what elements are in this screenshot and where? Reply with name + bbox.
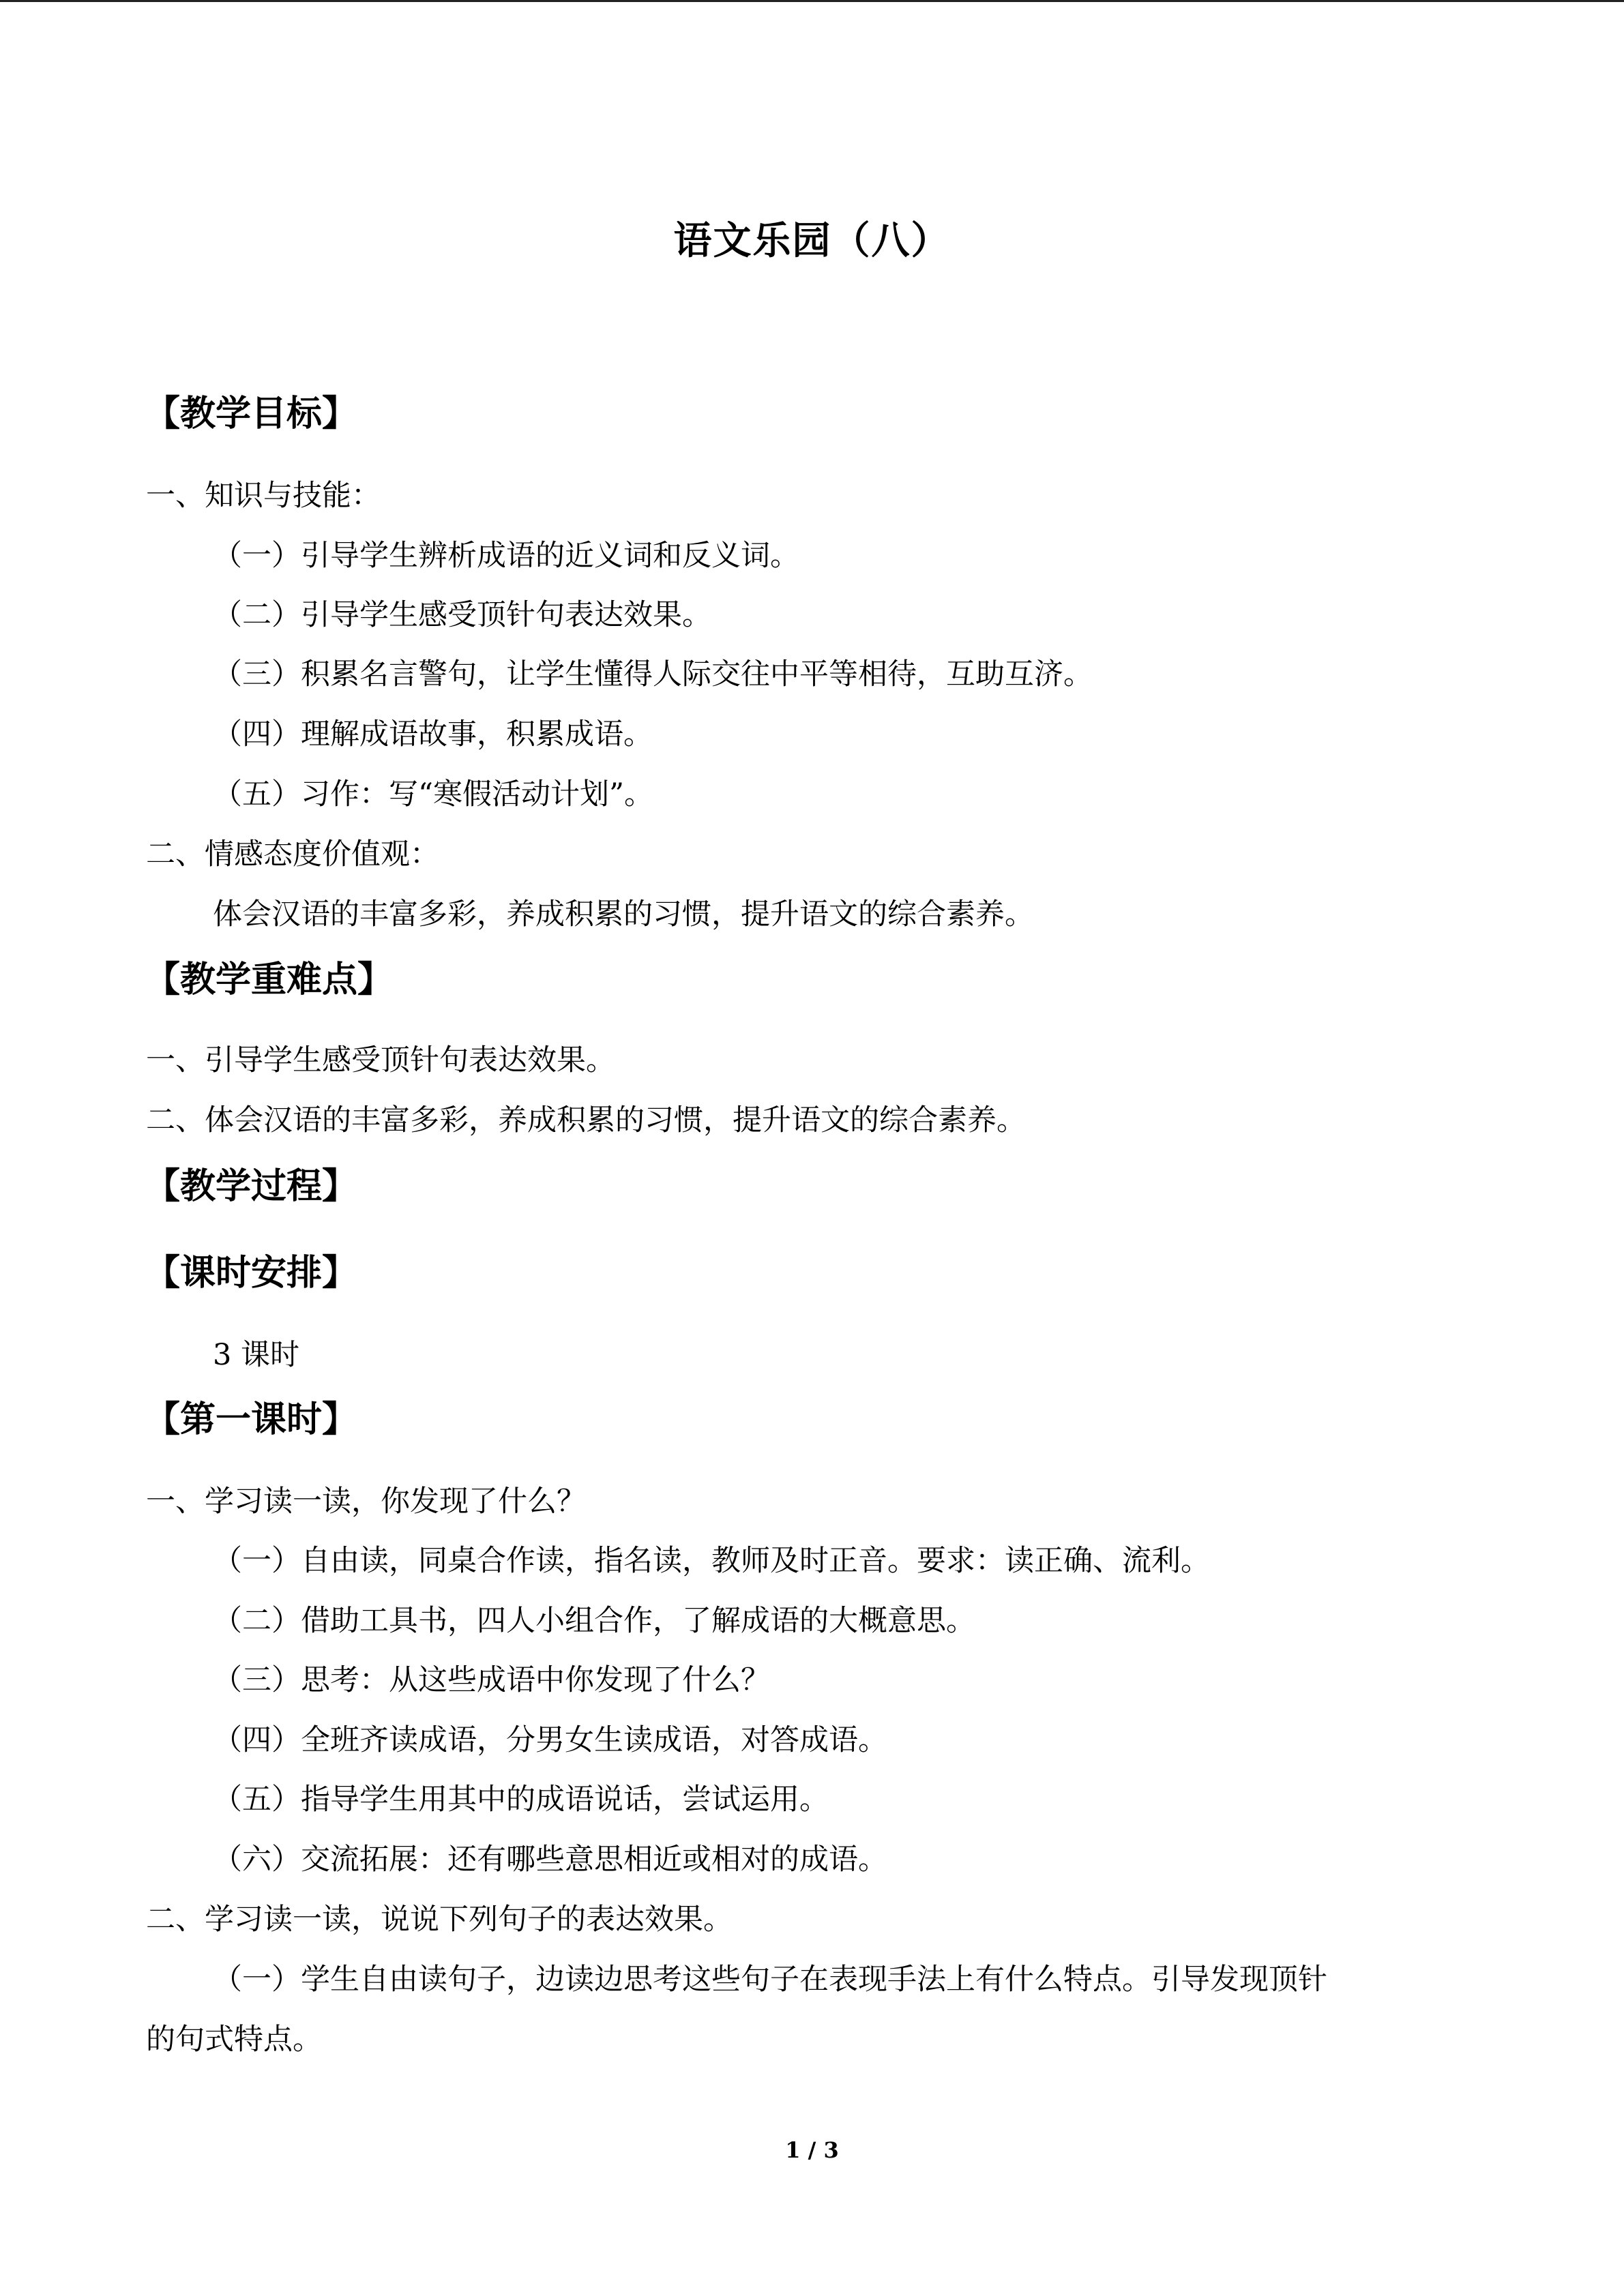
page-number: 1 / 3 xyxy=(785,2137,839,2163)
emotion-values-text: 体会汉语的丰富多彩，养成积累的习惯，提升语文的综合素养。 xyxy=(213,897,1034,931)
knowledge-skills-title: 一、知识与技能： xyxy=(146,479,381,513)
schedule-text: 3 课时 xyxy=(213,1338,300,1372)
heading-teaching-process: 【教学过程】 xyxy=(145,1166,358,1207)
lesson1-part1-item-1: （一）自由读，同桌合作读，指名读，教师及时正音。要求：读正确、流利。 xyxy=(213,1544,1210,1578)
heading-key-difficult-points: 【教学重难点】 xyxy=(145,959,394,1000)
heading-teaching-goals: 【教学目标】 xyxy=(145,393,358,434)
lesson1-part2-item-1-line-2: 的句式特点。 xyxy=(146,2023,322,2057)
lesson1-part1-item-6: （六）交流拓展：还有哪些意思相近或相对的成语。 xyxy=(213,1843,887,1877)
lesson1-part1-item-2: （二）借助工具书，四人小组合作，了解成语的大概意思。 xyxy=(213,1604,975,1638)
lesson1-part1-item-5: （五）指导学生用其中的成语说话，尝试运用。 xyxy=(213,1783,829,1817)
heading-first-lesson: 【第一课时】 xyxy=(145,1399,358,1440)
emotion-values-title: 二、情感态度价值观： xyxy=(146,837,439,871)
lesson1-part2-title: 二、学习读一读，说说下列句子的表达效果。 xyxy=(146,1903,733,1937)
lesson1-part1-item-4: （四）全班齐读成语，分男女生读成语，对答成语。 xyxy=(213,1723,887,1757)
lesson1-part1-item-3: （三）思考：从这些成语中你发现了什么？ xyxy=(213,1663,770,1697)
heading-class-schedule: 【课时安排】 xyxy=(145,1253,358,1294)
top-border-line xyxy=(0,0,1624,2)
knowledge-item-1: （一）引导学生辨析成语的近义词和反义词。 xyxy=(213,539,799,573)
lesson1-part2-item-1-line-1: （一）学生自由读句子，边读边思考这些句子在表现手法上有什么特点。引导发现顶针 xyxy=(213,1963,1327,1997)
document-title: 语文乐园（八） xyxy=(673,219,951,263)
knowledge-item-3: （三）积累名言警句，让学生懂得人际交往中平等相待，互助互济。 xyxy=(213,657,1093,691)
knowledge-item-4: （四）理解成语故事，积累成语。 xyxy=(213,717,653,751)
lesson1-part1-title: 一、学习读一读，你发现了什么？ xyxy=(146,1485,586,1519)
key-point-2: 二、体会汉语的丰富多彩，养成积累的习惯，提升语文的综合素养。 xyxy=(146,1103,1026,1137)
knowledge-item-2: （二）引导学生感受顶针句表达效果。 xyxy=(213,598,711,632)
knowledge-item-5: （五）习作：写“寒假活动计划”。 xyxy=(213,777,653,811)
key-point-1: 一、引导学生感受顶针句表达效果。 xyxy=(146,1043,615,1077)
